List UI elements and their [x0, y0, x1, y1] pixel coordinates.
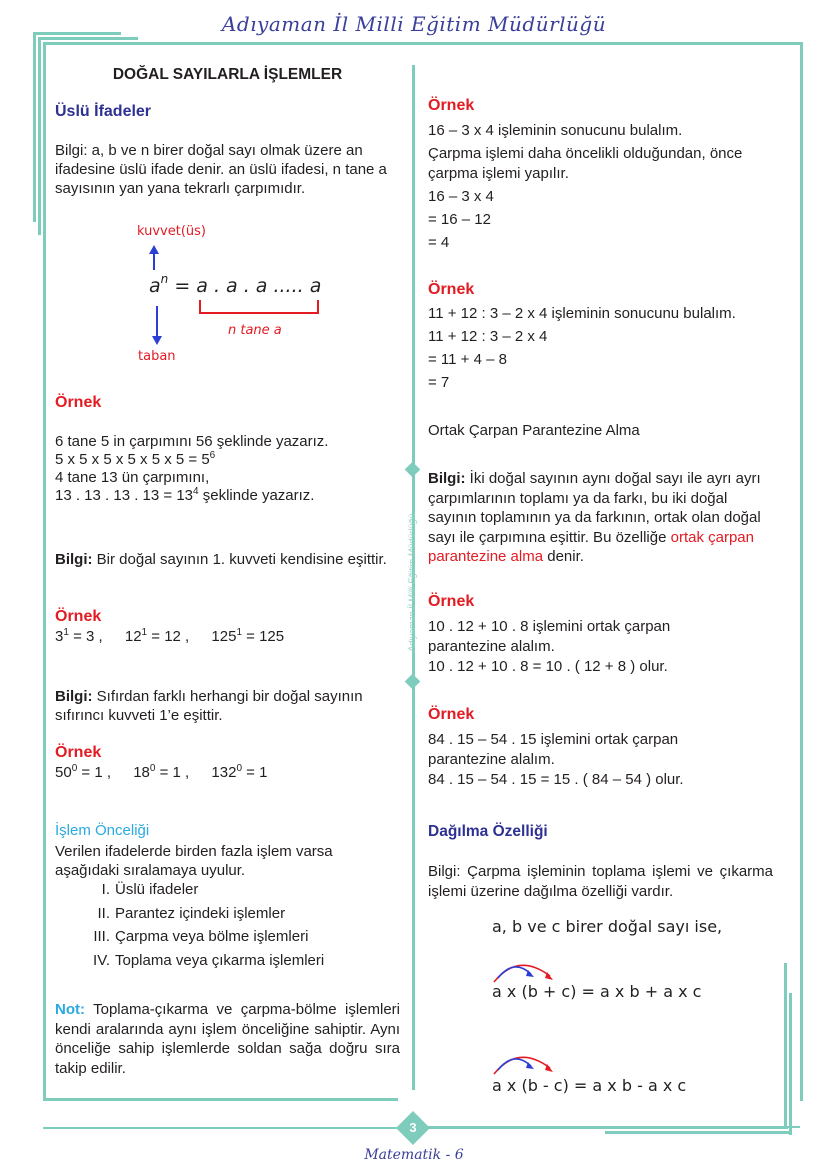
note-paragraph: Not: Toplama-çıkarma ve çarpma-bölme işlemleri kendi aralarında aynı işlem önceliğine sahiptir. Aynı önceliğe sahip işlemlerde soldan sağa doğru sıra takip edilir.: [55, 1001, 400, 1077]
example-label: Örnek: [428, 706, 475, 723]
example-1-body: 6 tane 5 in çarpımını 56 şeklinde yazarız. 5 x 5 x 5 x 5 x 5 x $5 = 5^6$ 4 tane 13 ün çarpımını, 13 . 13 . 13 . $13 = 13^4$ şeklinde yazarız.: [55, 433, 329, 504]
section-heading-exponents: Üslü İfadeler: [55, 103, 152, 120]
info-exponent-definition: Bilgi: a, b ve n birer doğal sayı olmak üzere an ifadesine üslü ifade denir. an üslü ifadesi, n tane a sayısının yan yana tekrarlı çarpımıdır.: [55, 142, 387, 197]
exponent-diagram: [120, 220, 350, 370]
distributive-condition: a, b ve c birer doğal sayı ise,: [492, 917, 723, 936]
footer-rule-left: [43, 1127, 398, 1129]
info-first-power: Bilgi: Bir doğal sayının 1. kuvveti kendisine eşittir.: [55, 551, 387, 568]
precedence-intro: Verilen ifadelerde birden fazla işlem varsa aşağıdaki sıralamaya uyulur.: [55, 843, 333, 879]
section-heading-common-factor: Ortak Çarpan Parantezine Alma: [428, 422, 640, 439]
document-title: DOĞAL SAYILARLA İŞLEMLER: [112, 66, 343, 83]
example-7-body: 84 . 15 – 54 . 15 işlemini ortak çarpan parantezine alalım. 84 . 15 – 54 . 15 = 15 . ( 84 – 54 ) olur.: [428, 731, 684, 788]
example-4-body: 16 – 3 x 4 işleminin sonucunu bulalım. Çarpma işlemi daha öncelikli olduğundan, önce çarpma işlemi yapılır. 16 – 3 x 4 = 16 – 12 = 4: [428, 122, 743, 251]
example-label: Örnek: [55, 744, 102, 761]
example-2-body: $3^1 = 3$ , $12^1 = 12$ , $125^1 = 125$: [55, 627, 285, 645]
example-label: Örnek: [55, 608, 102, 625]
distribution-arcs-icon: [490, 1050, 570, 1078]
vertical-watermark: Adıyaman İl Milli Eğitim Müdürlüğü: [407, 513, 417, 652]
brace-label: n tane a: [228, 323, 282, 338]
list-item: II. Parantez içindeki işlemler: [97, 904, 286, 922]
info-common-factor: Bilgi: İki doğal sayının aynı doğal sayı ile ayrı ayrı çarpımlarının toplamı ya da farkı, bu iki doğal sayının toplamının ya da farkının, ortak olan doğal sayı ile çarpımına eşittir. Bu özelliğe ortak çarpan parantezine alma denir.: [428, 470, 761, 565]
example-label: Örnek: [428, 281, 475, 298]
header-title: Adıyaman İl Milli Eğitim Müdürlüğü: [221, 12, 607, 36]
base-label: taban: [138, 349, 176, 364]
exponent-formula: $a^n = a$ . a . a ..... a: [149, 272, 322, 297]
list-item: III. Çarpma veya bölme işlemleri: [93, 928, 309, 945]
distributive-formula-subtract: a x (b - c) = a x b - a x c: [492, 1076, 687, 1095]
power-label: kuvvet(üs): [137, 224, 207, 239]
list-item: I. Üslü ifadeler: [101, 881, 199, 898]
section-heading-distributive: Dağılma Özelliği: [428, 823, 548, 840]
section-heading-precedence: İşlem Önceliği: [55, 822, 150, 839]
example-6-body: 10 . 12 + 10 . 8 işlemini ortak çarpan parantezine alalım. 10 . 12 + 10 . 8 = 10 . ( 12 + 8 ) olur.: [428, 618, 671, 675]
example-label: Örnek: [55, 394, 102, 411]
page-number: 3: [409, 1120, 417, 1135]
list-item: IV. Toplama veya çıkarma işlemleri: [93, 951, 325, 969]
info-distributive: Bilgi: Çarpma işleminin toplama işlemi ve çıkarma işlemi üzerine dağılma özelliği vardır.: [428, 863, 773, 900]
info-zero-power: Bilgi: Sıfırdan farklı herhangi bir doğal sayının sıfırıncı kuvveti 1’e eşittir.: [55, 688, 363, 724]
example-label: Örnek: [428, 97, 475, 114]
example-label: Örnek: [428, 593, 475, 610]
example-3-body: $50^0 = 1$ , $18^0 = 1$ , $132^0 = 1$: [55, 763, 268, 781]
footer-rule-right: [428, 1127, 788, 1129]
precedence-list: [55, 880, 400, 974]
example-5-body: 11 + 12 : 3 – 2 x 4 işleminin sonucunu bulalım. 11 + 12 : 3 – 2 x 4 = 11 + 4 – 8 = 7: [428, 305, 736, 391]
distributive-formula-add: a x (b + c) = a x b + a x c: [492, 982, 702, 1001]
footer-subject: Matematik - 6: [364, 1147, 464, 1163]
